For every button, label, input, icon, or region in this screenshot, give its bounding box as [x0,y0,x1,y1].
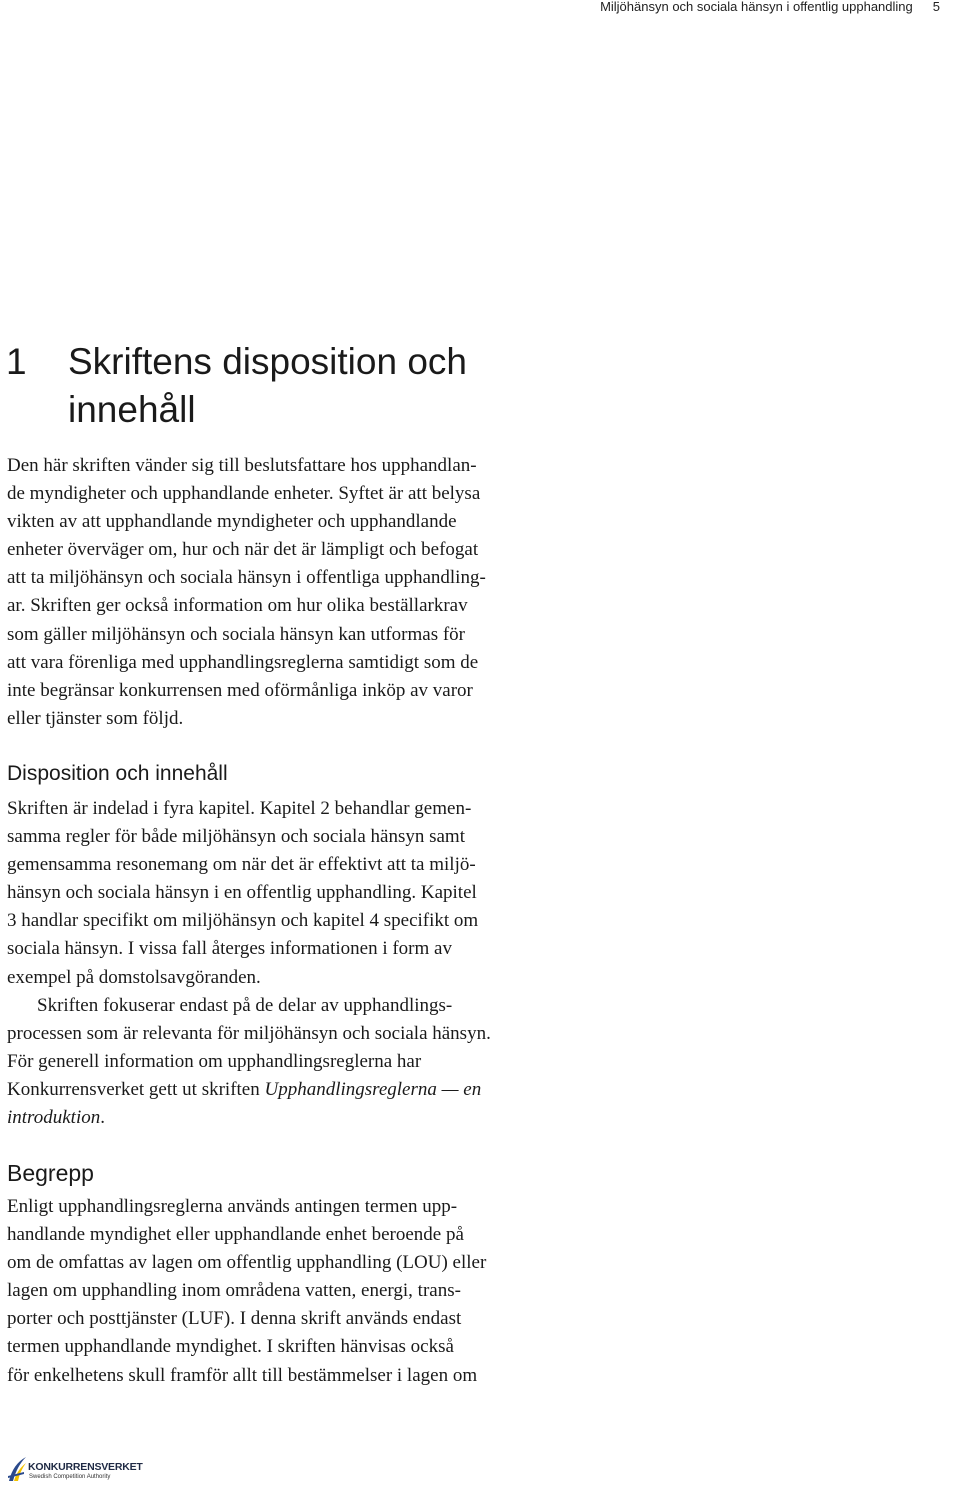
text-line: att vara förenliga med upphandlingsreglerna samtidigt som de [7,651,479,673]
page-number: 5 [932,0,940,14]
chapter-number: 1 [6,341,27,382]
disposition-body [7,795,597,1132]
section-heading-disposition: Disposition och innehåll [7,762,228,785]
text-line: vikten av att upphandlande myndigheter och upphandlande [7,511,457,533]
text-line: porter och posttjänster (LUF). I denna skrift används endast [7,1308,462,1330]
text-line: om de omfattas av lagen om offentlig upphandling (LOU) eller [7,1252,487,1274]
text-line: att ta miljöhänsyn och sociala hänsyn i offentliga upphandling- [7,567,486,589]
text-line: som gäller miljöhänsyn och sociala hänsyn kan utformas för [7,623,466,645]
text-line: handlande myndighet eller upphandlande enhet beroende på [7,1224,464,1246]
text-line: Skriften är indelad i fyra kapitel. Kapitel 2 behandlar gemen- [7,798,472,819]
text-line: lagen om upphandling inom områdena vatten, energi, trans- [7,1280,461,1302]
text-line: samma regler för både miljöhänsyn och sociala hänsyn samt [7,826,465,848]
reference-title: Upphandlingsreglerna — en [264,1078,482,1100]
text-line: processen som är relevanta för miljöhänsyn och sociala hänsyn. [7,1022,491,1044]
chapter-title-line1: Skriftens disposition och [68,341,467,382]
text-line: Den här skriften vänder sig till beslutsfattare hos upphandlan- [7,455,477,476]
text-line: gemensamma resonemang om när det är effektivt att ta miljö- [7,854,476,876]
text-line: För generell information om upphandlingsreglerna har [7,1050,422,1072]
text-line: Enligt upphandlingsreglerna används antingen termen upp- [7,1196,458,1217]
reference-prefix: Konkurrensverket gett ut skriften [7,1078,265,1100]
section-heading-begrepp: Begrepp [7,1160,94,1186]
logo-name: KONKURRENSVERKET [28,1461,143,1473]
running-header [600,0,940,14]
chapter-title-line2: innehåll [68,389,196,430]
begrepp-paragraph [7,1193,597,1390]
text-line [7,1076,597,1104]
text-line: ar. Skriften ger också information om hur olika beställarkrav [7,595,468,617]
reference-title-cont: introduktion [7,1107,101,1129]
text-line: de myndigheter och upphandlande enheter. Syftet är att belysa [7,483,481,505]
running-title: Miljöhänsyn och sociala hänsyn i offentlig upphandling [600,0,913,14]
reference-suffix: . [100,1107,105,1129]
text-line: hänsyn och sociala hänsyn i en offentlig upphandling. Kapitel [7,882,477,904]
text-line: sociala hänsyn. I vissa fall återges informationen i form av [7,938,452,960]
konkurrensverket-logo [7,1454,147,1484]
text-line: eller tjänster som följd. [7,707,184,729]
logo-mark-icon [7,1454,29,1484]
chapter-title [6,338,467,434]
text-line [7,1104,597,1132]
text-line: exempel på domstolsavgöranden. [7,966,261,988]
logo-subtitle: Swedish Competition Authority [29,1474,111,1480]
text-line: termen upphandlande myndighet. I skriften hänvisas också [7,1336,454,1358]
text-line: 3 handlar specifikt om miljöhänsyn och kapitel 4 specifikt om [7,910,479,932]
text-line: inte begränsar konkurrensen med oförmånliga inköp av varor [7,679,473,701]
intro-paragraph [7,452,597,733]
text-line: enheter överväger om, hur och när det är lämpligt och befogat [7,539,479,561]
text-line: Skriften fokuserar endast på de delar av upphandlings- [37,994,453,1016]
text-line: för enkelhetens skull framför allt till bestämmelser i lagen om [7,1364,478,1386]
